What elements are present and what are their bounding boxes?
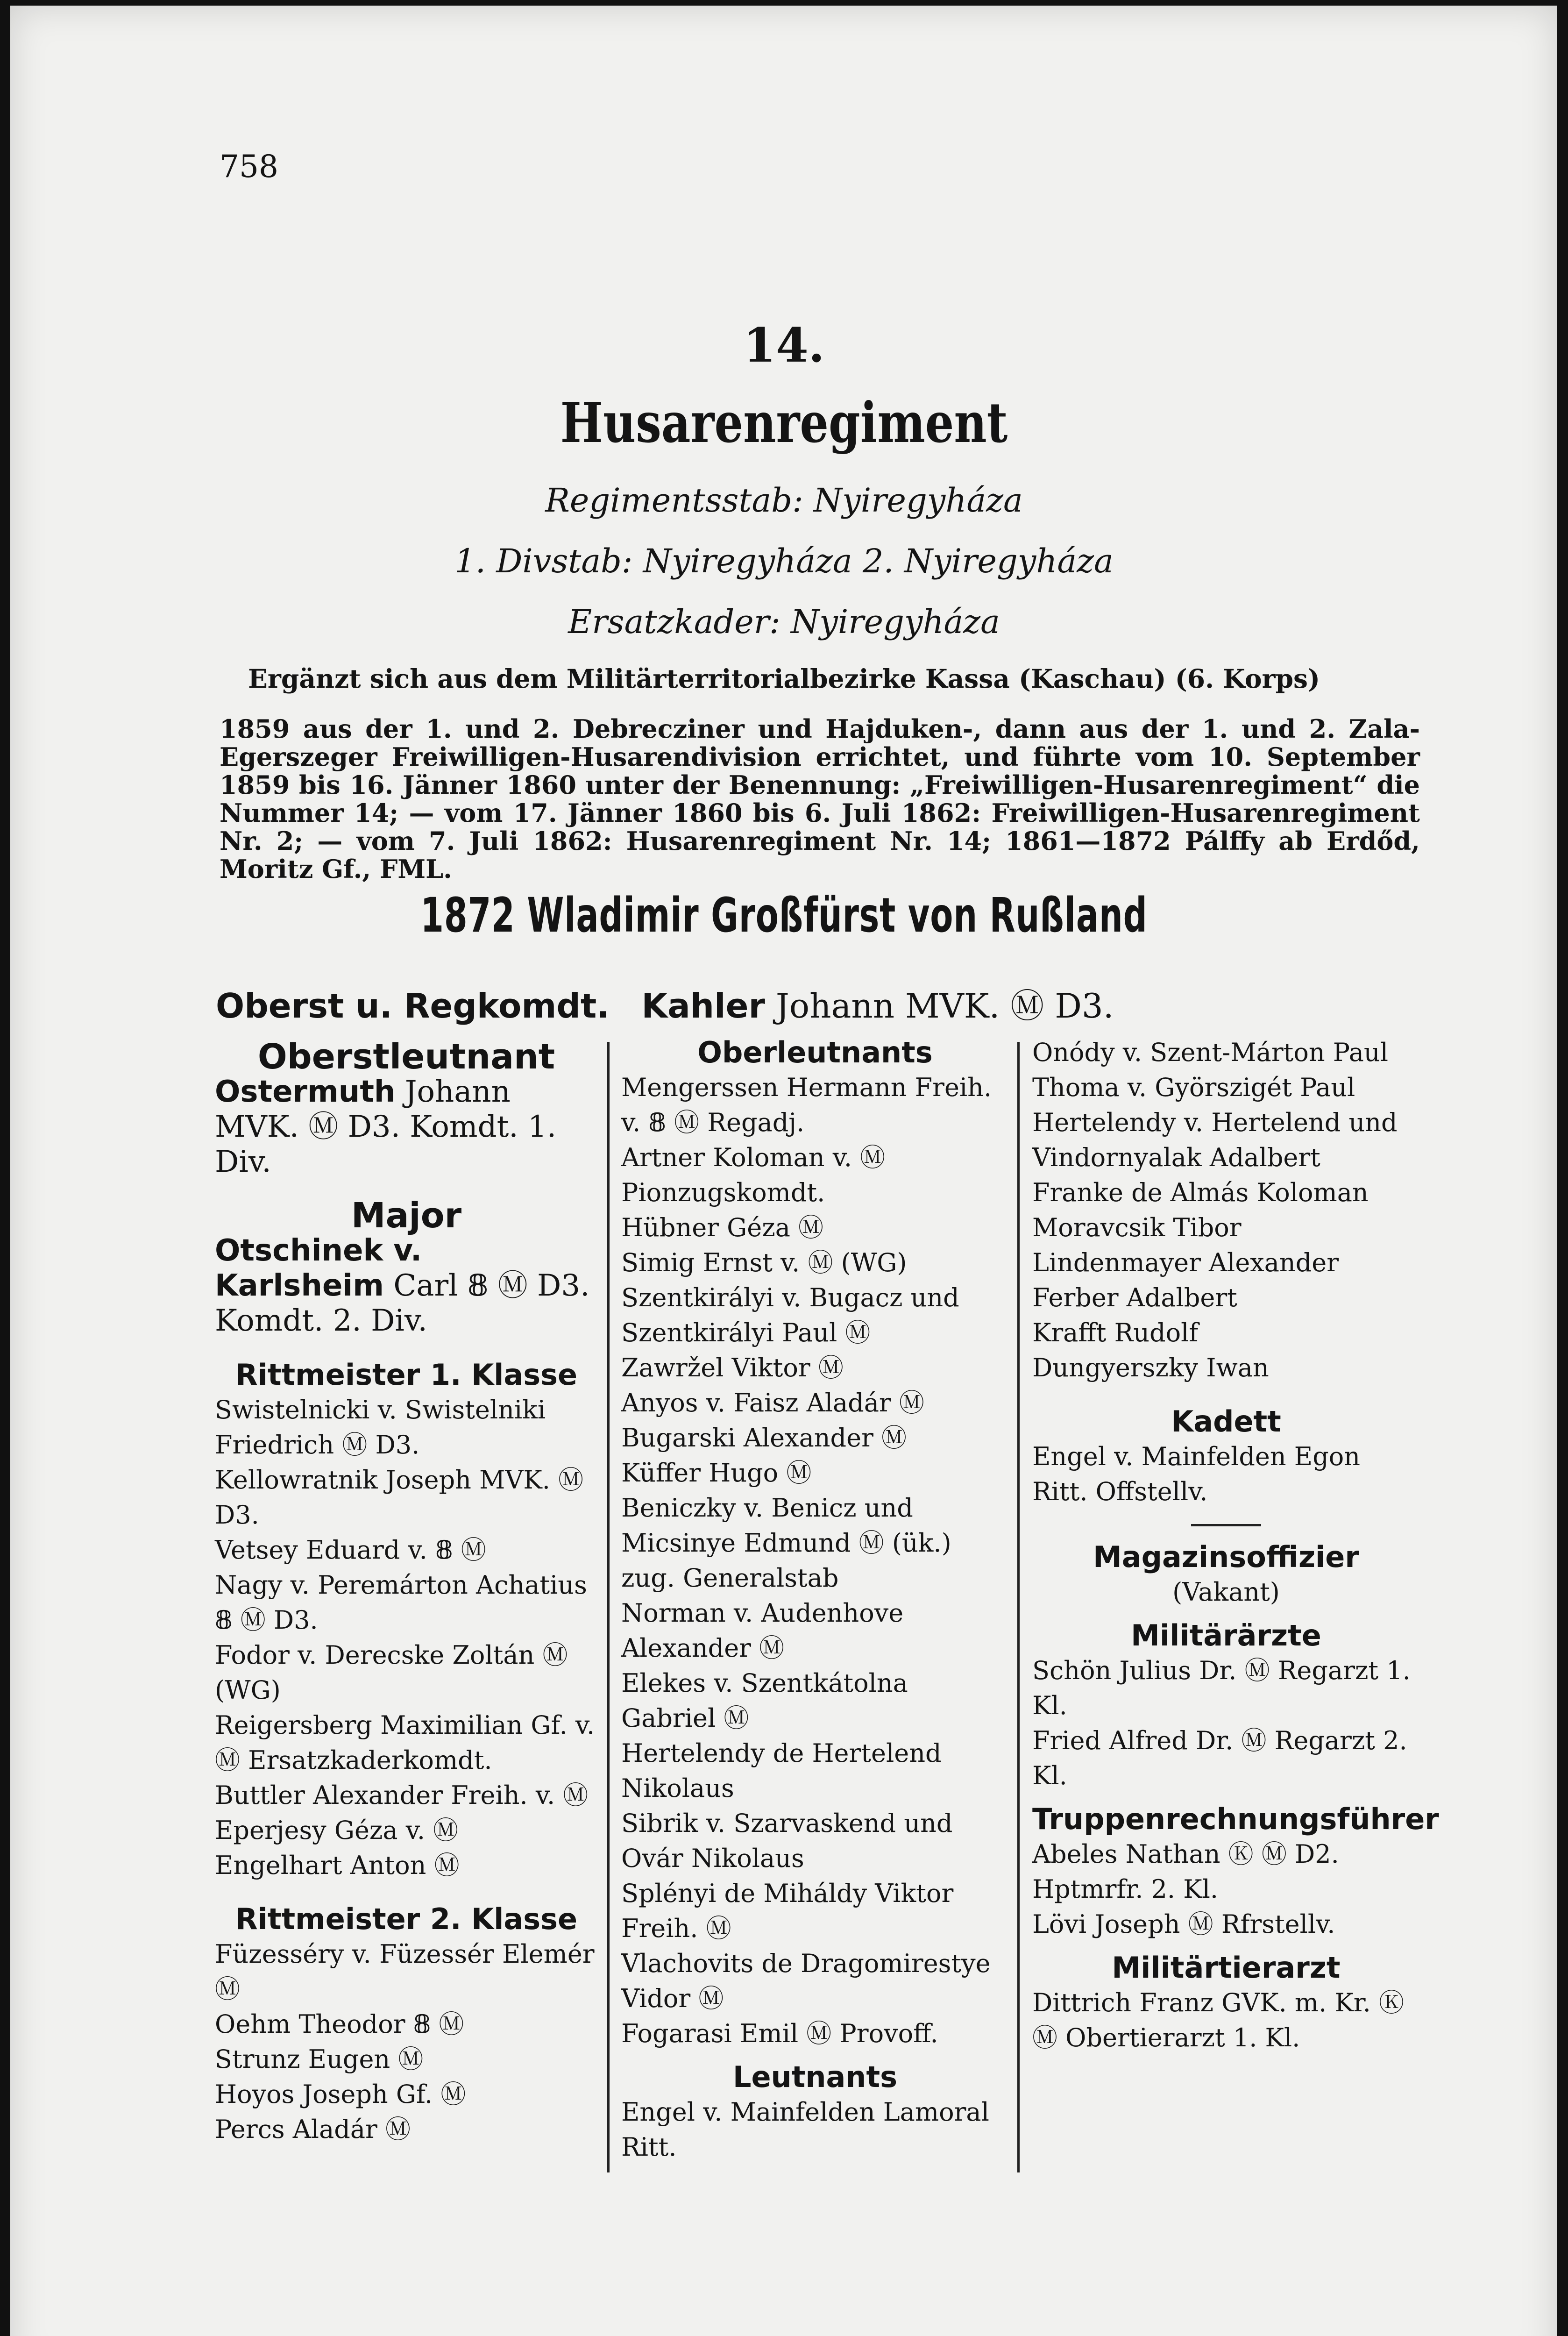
section-rule (1191, 1524, 1261, 1526)
oberst-label: Oberst u. Regkomdt. (216, 986, 610, 1026)
regiment-title: Husarenregiment (560, 390, 1008, 455)
list-item: Hertelendy de Hertelend Nikolaus (621, 1738, 942, 1803)
heading-kadett: Kadett (1171, 1404, 1281, 1439)
list-item: Küffer Hugo Ⓜ (621, 1458, 812, 1488)
list-item: Onódy v. Szent-Márton Paul (1032, 1038, 1388, 1067)
list-item: Engel v. Mainfelden Egon Ritt. Offstellv. (1032, 1442, 1361, 1506)
list-item: Vlachovits de Dragomirestye Vidor Ⓜ (621, 1949, 991, 2013)
magazin-value: (Vakant) (1172, 1577, 1280, 1607)
list-item: Elekes v. Szentkátolna Gabriel Ⓜ (621, 1668, 908, 1733)
column-divider-1 (607, 1042, 610, 2172)
list-item: Kellowratnik Joseph MVK. Ⓜ D3. (215, 1465, 584, 1530)
list-item: Lindenmayer Alexander (1032, 1248, 1339, 1277)
list-item: Ferber Adalbert (1032, 1283, 1237, 1312)
entry-ostermuth (215, 1075, 598, 1180)
list-item: Reigersberg Maximilian Gf. v. Ⓜ Ersatzkaderkomdt. (215, 1710, 595, 1775)
heading-magazinsoffizier: Magazinsoffizier (1093, 1540, 1359, 1574)
otschinek-name: Otschinek v. Karlsheim (215, 1233, 422, 1303)
list-item: Dittrich Franz GVK. m. Kr. Ⓚ Ⓜ Obertierarzt 1. Kl. (1032, 1988, 1404, 2052)
entry-otschinek (215, 1233, 598, 1339)
column-2 (621, 1035, 1009, 2165)
list-item: Hoyos Joseph Gf. Ⓜ (215, 2080, 466, 2109)
list-item: Krafft Rudolf (1032, 1318, 1199, 1347)
list-item: Bugarski Alexander Ⓜ (621, 1423, 907, 1453)
list-item: Sibrik v. Szarvaskend und Ovár Nikolaus (621, 1809, 953, 1873)
list-item: Mengerssen Hermann Freih. v. 𝟠 Ⓜ Regadj. (621, 1073, 992, 1137)
list-item: Swistelnicki v. Swistelniki Friedrich Ⓜ D3. (215, 1395, 546, 1460)
heading-militartierarzt: Militärtierarzt (1112, 1951, 1341, 1985)
list-item: Strunz Eugen Ⓜ (215, 2044, 424, 2074)
divstab: 1. Divstab: Nyiregyháza 2. Nyiregyháza (454, 542, 1114, 580)
list-item: Lövi Joseph Ⓜ Rfrstellv. (1032, 1909, 1335, 1939)
list-item: Fried Alfred Dr. Ⓜ Regarzt 2. Kl. (1032, 1726, 1407, 1790)
regimentsstab: Regimentsstab: Nyiregyháza (545, 481, 1023, 520)
column-1 (215, 1035, 598, 2147)
list-item: Fodor v. Derecske Zoltán Ⓜ (WG) (215, 1640, 568, 1705)
oberst-name: Kahler (641, 986, 765, 1026)
list-item: Buttler Alexander Freih. v. Ⓜ (215, 1780, 589, 1810)
list-item: Franke de Almás Koloman (1032, 1178, 1369, 1207)
history-paragraph: 1859 aus der 1. und 2. Debrecziner und Hajduken-, dann aus der 1. und 2. Zala-Egerszeger Freiwilligen-Husarendivision errichtet, und führte vom 10. September 1859 bis 16. Jänner 1860 unter der Benennung: „Freiwilligen-Husarenregiment“ die Nummer 14; — vom 17. Jänner 1860 bis 6. Juli 1862: Freiwilligen-Husarenregiment Nr. 2; — vom 7. Juli 1862: Husarenregiment Nr. 14; 1861—1872 Pálffy ab Erdőd, Moritz Gf., FML. (220, 714, 1420, 884)
heading-militararzte: Militärärzte (1131, 1618, 1321, 1652)
list-item: Fogarasi Emil Ⓜ Provoff. (621, 2019, 938, 2048)
regiment-number: 14. (743, 318, 825, 373)
list-item: Hertelendy v. Hertelend und Vindornyalak Adalbert (1032, 1108, 1398, 1172)
oberst-rest: Johann MVK. Ⓜ D3. (775, 986, 1114, 1026)
erganzt-line: Ergänzt sich aus dem Militärterritorialbezirke Kassa (Kaschau) (6. Korps) (248, 663, 1320, 694)
heading-oberstleutnant: Oberstleutnant (257, 1037, 555, 1077)
list-item: Anyos v. Faisz Aladár Ⓜ (621, 1388, 924, 1417)
heading-leutnants: Leutnants (733, 2060, 897, 2094)
heading-truppenrechnungsfuhrer: Truppenrechnungsführer (1032, 1802, 1439, 1836)
list-item: Nagy v. Peremárton Achatius 𝟠 Ⓜ D3. (215, 1570, 587, 1635)
ostermuth-rest: Johann MVK. Ⓜ D3. Komdt. 1. Div. (215, 1075, 557, 1179)
list-item: Engel v. Mainfelden Lamoral Ritt. (621, 2097, 989, 2162)
heading-rittmeister-1: Rittmeister 1. Klasse (235, 1358, 578, 1392)
list-item: Engelhart Anton Ⓜ (215, 1851, 460, 1880)
list-item: Norman v. Audenhove Alexander Ⓜ (621, 1598, 904, 1663)
list-item: Moravcsik Tibor (1032, 1213, 1242, 1242)
list-item: Schön Julius Dr. Ⓜ Regarzt 1. Kl. (1032, 1656, 1411, 1720)
list-item: Thoma v. Györszigét Paul (1032, 1073, 1355, 1102)
list-item: Oehm Theodor 𝟠 Ⓜ (215, 2009, 464, 2039)
column-divider-2 (1017, 1042, 1020, 2172)
list-item: Beniczky v. Benicz und Micsinye Edmund Ⓜ (ük.) zug. Generalstab (621, 1493, 951, 1593)
list-item: Szentkirályi v. Bugacz und Szentkirályi Paul Ⓜ (621, 1283, 959, 1347)
oberst-line (216, 979, 1114, 1027)
list-item: Hübner Géza Ⓜ (621, 1213, 824, 1242)
list-item: Dungyerszky Iwan (1032, 1353, 1269, 1382)
list-item: Vetsey Eduard v. 𝟠 Ⓜ (215, 1535, 486, 1565)
owner-heading: 1872 Wladimir Großfürst von Rußland (420, 888, 1148, 943)
heading-major: Major (351, 1196, 462, 1236)
ostermuth-name: Ostermuth (215, 1075, 396, 1109)
heading-rittmeister-2: Rittmeister 2. Klasse (235, 1902, 578, 1936)
ersatzkader: Ersatzkader: Nyiregyháza (568, 603, 1000, 641)
list-item: Splényi de Miháldy Viktor Freih. Ⓜ (621, 1879, 954, 1943)
list-item: Artner Koloman v. Ⓜ Pionzugskomdt. (621, 1143, 886, 1207)
list-item: Abeles Nathan Ⓚ Ⓜ D2. Hptmrfr. 2. Kl. (1032, 1839, 1339, 1904)
list-item: Füzesséry v. Füzessér Elemér Ⓜ (215, 1939, 595, 2004)
list-item: Eperjesy Géza v. Ⓜ (215, 1816, 459, 1845)
list-item: Simig Ernst v. Ⓜ (WG) (621, 1248, 907, 1277)
list-item: Zawržel Viktor Ⓜ (621, 1353, 844, 1382)
column-3 (1032, 1035, 1439, 2055)
heading-oberleutnants: Oberleutnants (697, 1035, 933, 1069)
page-number: 758 (220, 149, 278, 185)
otschinek-rest: Carl 𝟠 Ⓜ D3. Komdt. 2. Div. (215, 1268, 590, 1338)
list-item: Percs Aladár Ⓜ (215, 2115, 411, 2144)
